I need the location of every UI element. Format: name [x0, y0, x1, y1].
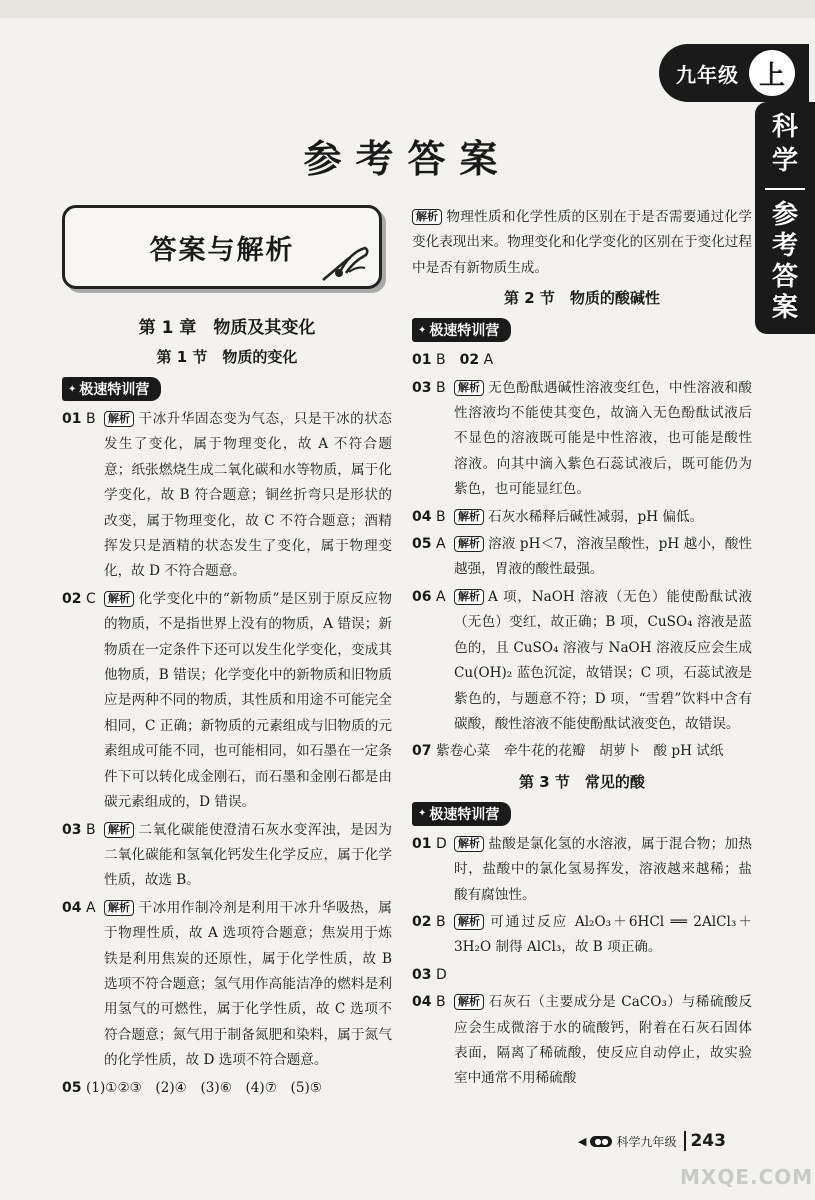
answer-body: [454, 910, 752, 961]
analysis-text: 可通过反应 Al₂O₃＋6HCl ══ 2AlCl₃＋3H₂O 制得 AlCl₃，故 B 项正确。: [454, 913, 752, 956]
answer-item: [412, 376, 752, 503]
analysis-label: 解析: [454, 509, 484, 525]
answer-body: (1)①②③ (2)④ (3)⑥ (4)⑦ (5)⑤: [86, 1079, 322, 1096]
answer-body: [454, 505, 752, 530]
question-number: 01: [412, 835, 432, 852]
answer-body: [104, 587, 392, 816]
answer-body: [454, 532, 752, 583]
answer-letter: A: [86, 899, 96, 916]
right-column: [412, 205, 752, 1094]
side-answer-char: 案: [771, 293, 798, 323]
answer-body: [104, 896, 392, 1074]
question-number: 05: [62, 1079, 82, 1096]
side-subject-char: 学: [771, 146, 798, 176]
grade-text: 九年级: [676, 62, 739, 87]
side-divider: [765, 188, 805, 190]
star-icon: ✦: [68, 383, 77, 395]
grade-badge: [659, 44, 809, 102]
question-number: 03: [412, 379, 432, 396]
analysis-label: 解析: [104, 411, 134, 427]
analysis-label: 解析: [104, 591, 134, 607]
footer-book-title: 科学九年级: [616, 1134, 677, 1149]
training-tag-label: 极速特训营: [429, 806, 500, 823]
side-answer-char: 考: [771, 231, 798, 261]
watermark: MXQE.COM: [680, 1165, 814, 1189]
analysis-label: 解析: [454, 536, 484, 552]
analysis-text: 化学变化中的“新物质”是区别于原反应物的物质，不是指世界上没有的物质，A 错误；新物质在一定条件下还可以发生化学变化，变成其他物质，B 错误；化学变化中的新物质和旧物质应是两种不同的物质，其性质和用途不可能完全相同，C 正确；新物质的元素组成与旧物质的元素组成可能不同，也可能相同，如石墨在一定条件下可以转化成金刚石，而石墨和金刚石都是由碳元素组成的，D 错误。: [104, 590, 392, 811]
answer-item: [412, 910, 752, 961]
question-number: 01: [62, 411, 82, 427]
answer-letter: B: [436, 379, 446, 396]
analysis-label: 解析: [454, 836, 484, 852]
answer-body: [104, 818, 392, 894]
answer-item: [412, 585, 752, 737]
training-tag: [62, 377, 161, 401]
answer-letter: A: [483, 352, 494, 369]
analysis-text: 物理性质和化学性质的区别在于是否需要通过化学变化表现出来。物理变化和化学变化的区别在于变化过程中是否有新物质生成。: [412, 209, 752, 276]
analysis-text: 干冰用作制冷剂是利用干冰升华吸热，属于物理性质，故 A 选项符合题意；焦炭用于炼铁是利用焦炭的还原性，属于化学性质，故 B 选项不符合题意；氢气用作高能洁净的燃料是利用氢气的可燃性，属于化学性质，故 C 选项不符合题意；氮气用于制备氮肥和染料，属于氮气的化学性质，故 D 选项不符合题意。: [104, 899, 392, 1069]
question-number: 03: [62, 821, 82, 838]
answer-body: [104, 407, 392, 585]
question-number: 04: [62, 899, 82, 916]
answer-body: 紫卷心菜 牵牛花的花瓣 胡萝卜 酸 pH 试纸: [436, 743, 724, 760]
answer-item: [62, 1076, 392, 1101]
analysis-text: 二氧化碳能使澄清石灰水变浑浊，是因为二氧化碳能和氢氧化钙发生化学反应，属于化学性质，故选 B。: [104, 821, 392, 889]
answer-letter: D: [436, 835, 447, 852]
question-number: 07: [412, 743, 432, 760]
question-number: 04: [412, 994, 432, 1011]
question-number: 02: [459, 352, 480, 369]
analysis-label: 解析: [454, 380, 484, 396]
page-title: 参考答案: [303, 137, 512, 181]
training-tag: [412, 802, 511, 826]
left-column: [62, 205, 392, 1103]
analysis-text: 石灰水稀释后碱性减弱，pH 偏低。: [488, 508, 704, 525]
section-title: 第 2 节 物质的酸碱性: [504, 289, 660, 308]
page-footer: [578, 1131, 726, 1151]
side-answer-char: 参: [771, 200, 798, 230]
analysis-label: 解析: [454, 994, 484, 1010]
top-strip: [0, 0, 815, 18]
analysis-label: 解析: [454, 914, 484, 930]
question-number: 01: [412, 352, 432, 369]
analysis-label: 解析: [454, 589, 484, 605]
answer-letter: B: [86, 821, 96, 838]
page-number: 243: [684, 1131, 726, 1151]
answer-item: [62, 896, 392, 1074]
answer-item: [412, 348, 752, 373]
answer-item: [412, 832, 752, 908]
answer-letter: B: [436, 994, 446, 1011]
answer-body: [454, 990, 752, 1092]
answer-letter: A: [436, 588, 446, 605]
analysis-text: 溶液 pH＜7，溶液呈酸性，pH 越小，酸性越强，胃液的酸性最强。: [454, 536, 752, 578]
answer-letter: D: [436, 966, 447, 983]
analysis-text: 干冰升华固态变为气态，只是干冰的状态发生了变化，属于物理变化，故 A 不符合题意；纸张燃烧生成二氧化碳和水等物质，属于化学变化，故 B 符合题意；铜丝折弯只是形状的改变，属于物理变化，故 C 不符合题意；酒精挥发只是酒精的状态发生了变化，属于物理变化，故 D 不符合题意。: [104, 411, 392, 580]
side-answer-char: 答: [771, 262, 798, 292]
section-title: 第 3 节 常见的酸: [519, 772, 645, 791]
training-tag-label: 极速特训营: [429, 323, 500, 340]
grade-term: 上: [749, 50, 795, 96]
answer-letter: A: [436, 536, 446, 553]
answer-body: [454, 585, 752, 737]
answer-letter: B: [436, 352, 446, 369]
answer-item: [412, 505, 752, 530]
answer-item: [412, 990, 752, 1092]
analysis-label: 解析: [104, 822, 134, 838]
question-number: 04: [412, 508, 432, 525]
answers-box: [62, 205, 382, 289]
answer-item: [62, 407, 392, 585]
question-number: 05: [412, 536, 432, 553]
answer-letter: C: [86, 590, 96, 607]
answer-item: [412, 739, 752, 764]
triangle-left-icon: ◀: [578, 1134, 587, 1148]
answer-body: [412, 205, 752, 281]
question-number: 02: [62, 590, 82, 607]
answer-item: [412, 205, 752, 281]
answer-letter: B: [436, 913, 446, 930]
answer-letter: B: [436, 508, 446, 525]
analysis-label: 解析: [412, 209, 442, 225]
side-subject-char: 科: [771, 112, 798, 142]
analysis-text: 无色酚酞遇碱性溶液变红色，中性溶液和酸性溶液均不能使其变色，故滴入无色酚酞试液后不显色的溶液既可能是中性溶液，也可能是酸性溶液。向其中滴入紫色石蕊试液后，既可能仍为紫色，也可能显红色。: [454, 379, 752, 498]
answer-letter: B: [86, 411, 96, 427]
answer-item: [62, 587, 392, 816]
question-number: 02: [412, 913, 432, 930]
question-number: 06: [412, 588, 432, 605]
answer-body: [454, 376, 752, 503]
star-icon: ✦: [418, 808, 427, 820]
answers-box-title: 答案与解析: [149, 234, 295, 266]
analysis-text: A 项，NaOH 溶液（无色）能使酚酞试液（无色）变红，故正确；B 项，CuSO₄ 溶液是蓝色的，且 CuSO₄ 溶液与 NaOH 溶液反应会生成 Cu(OH)₂ 蓝色沉淀，故错误；C 项，石蕊试液是紫色的，与题意不符；D 项，“雪碧”饮料中含有碳酸，酸性溶液不能使酚酞试液变色，故错误。: [454, 588, 752, 732]
chapter-title: 第 1 章 物质及其变化: [138, 318, 316, 338]
paperclip-icon: [319, 240, 371, 284]
analysis-text: 盐酸是氯化氢的水溶液，属于混合物；加热时，盐酸中的氯化氢易挥发，溶液越来越稀；盐酸有腐蚀性。: [454, 835, 752, 903]
answer-body: [454, 832, 752, 908]
analysis-label: 解析: [104, 900, 134, 916]
question-number: 03: [412, 966, 432, 983]
analysis-text: 石灰石（主要成分是 CaCO₃）与稀硫酸反应会生成微溶于水的硫酸钙，附着在石灰石固体表面，隔离了稀硫酸，使反应自动停止，故实验室中通常不用稀硫酸: [454, 994, 752, 1087]
answer-item: [62, 818, 392, 894]
star-icon: ✦: [418, 324, 427, 336]
publisher-logo: ●●: [590, 1136, 612, 1147]
answer-item: [412, 532, 752, 583]
section-title: 第 1 节 物质的变化: [156, 348, 298, 366]
answer-item: [412, 963, 752, 988]
training-tag: [412, 318, 511, 342]
training-tag-label: 极速特训营: [79, 382, 150, 398]
